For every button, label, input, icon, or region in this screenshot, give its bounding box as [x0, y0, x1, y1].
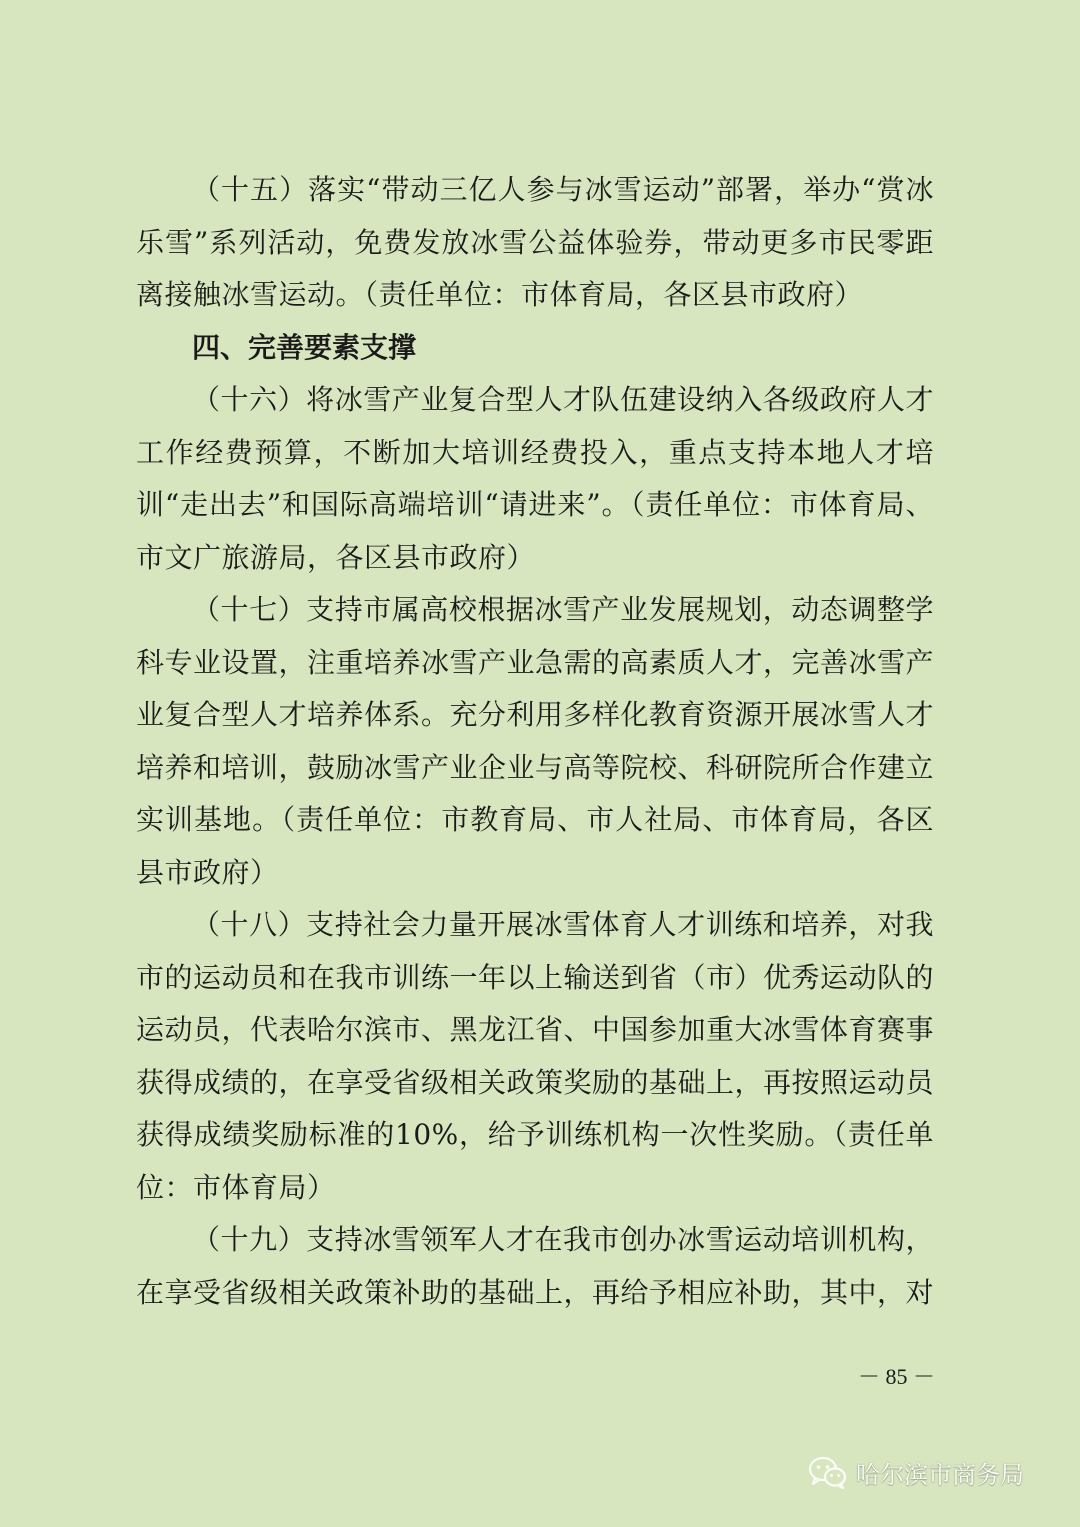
watermark [808, 1455, 1024, 1490]
section-heading: 四、完善要素支撑 [192, 330, 417, 364]
paragraph-15: （十五）落实“带动三亿人参与冰雪运动”部署，举办“赏冰乐雪”系列活动，免费发放冰雪公益体验券，带动更多市民零距离接触冰雪运动。（责任单位：市体育局，各区县市政府） [136, 173, 934, 311]
paragraph-16: （十六）将冰雪产业复合型人才队伍建设纳入各级政府人才工作经费预算，不断加大培训经费投入，重点支持本地人才培训“走出去”和国际高端培训“请进来”。（责任单位：市体育局、市文广旅游局，各区县市政府） [136, 383, 934, 574]
paragraph-17: （十七）支持市属高校根据冰雪产业发展规划，动态调整学科专业设置，注重培养冰雪产业急需的高素质人才，完善冰雪产业复合型人才培养体系。充分利用多样化教育资源开展冰雪人才培养和培训，鼓励冰雪产业企业与高等院校、科研院所合作建立实训基地。（责任单位：市教育局、市人社局、市体育局，各区县市政府） [136, 593, 935, 889]
paragraph-19: （十九）支持冰雪领军人才在我市创办冰雪运动培训机构，在享受省级相关政策补助的基础上，再给予相应补助，其中，对 [136, 1223, 935, 1309]
watermark-text: 哈尔滨市商务局 [856, 1461, 1024, 1489]
page-number: － 85 － [858, 1364, 936, 1389]
wechat-icon [808, 1456, 848, 1490]
document-body [136, 164, 934, 1319]
paragraph-18: （十八）支持社会力量开展冰雪体育人才训练和培养，对我市的运动员和在我市训练一年以上输送到省（市）优秀运动队的运动员，代表哈尔滨市、黑龙江省、中国参加重大冰雪体育赛事获得成绩的，在享受省级相关政策奖励的基础上，再按照运动员获得成绩奖励标准的10%，给予训练机构一次性奖励。（责任单位：市体育局） [136, 908, 935, 1204]
